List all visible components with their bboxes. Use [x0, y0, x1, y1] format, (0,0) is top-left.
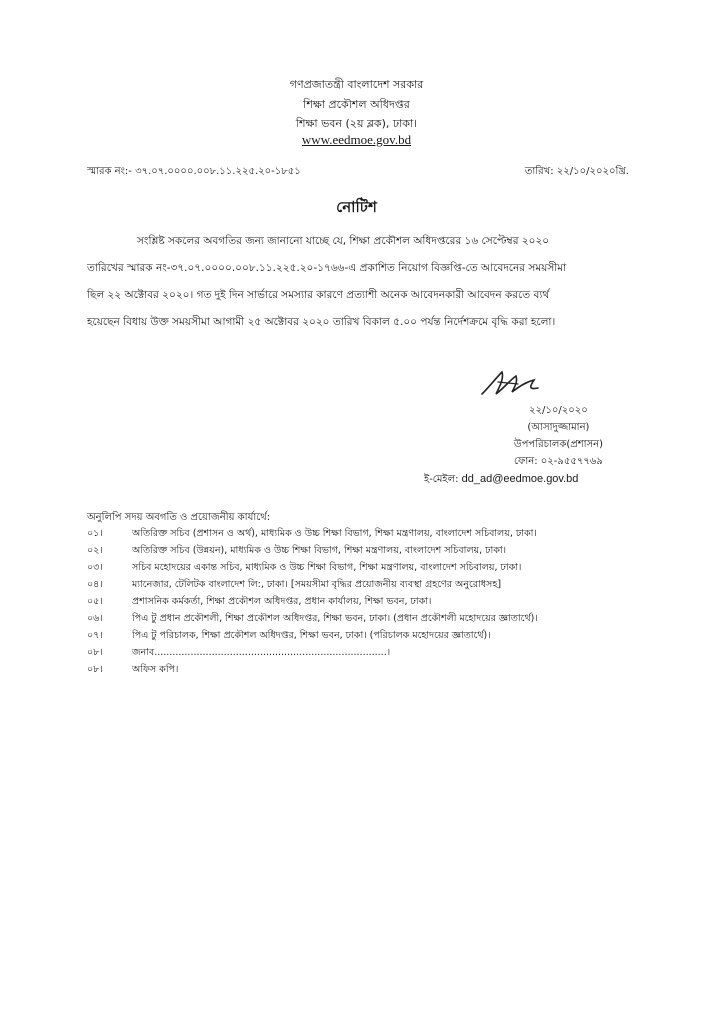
body-line: সংশ্লিষ্ট সকলের অবগতির জন্য জানানো যাচ্ছে যে, শিক্ষা প্রকৌশল অধিদপ্তরের ১৬ সেপ্টেম্বর ২০২০: [137, 235, 550, 247]
list-item-text: অতিরিক্ত সচিব (উন্নয়ন), মাধ্যমিক ও উচ্চ শিক্ষা বিভাগ, শিক্ষা মন্ত্রণালয়, বাংলাদেশ সচিবালয়, ঢাকা।: [132, 545, 507, 556]
list-item-text: অতিরিক্ত সচিব (প্রশাসন ও অর্থ), মাধ্যমিক ও উচ্চ শিক্ষা বিভাগ, শিক্ষা মন্ত্রণালয়, বাংলাদেশ সচিবালয়, ঢাকা।: [132, 528, 537, 539]
list-item-text: জনাব.............................................................................।: [132, 647, 391, 658]
list-item-number: ০৮।: [87, 664, 103, 675]
list-item-text: অফিস কপি।: [132, 664, 179, 675]
signatory-phone: ফোন: ০২-৯৫৫৭৭৬৯: [514, 456, 603, 467]
department-address: শিক্ষা ভবন (২য় ব্লক), ঢাকা।: [295, 117, 418, 130]
notice-title: নোটিশ: [336, 198, 377, 216]
signature-date: ২২/১০/২০২০: [529, 405, 588, 416]
department-name: শিক্ষা প্রকৌশল অধিদপ্তর: [303, 98, 410, 111]
memo-date: তারিখ: ২২/১০/২০২০খ্রি.: [524, 166, 629, 177]
list-item-number: ০৬।: [87, 613, 103, 624]
government-title: গণপ্রজাতন্ত্রী বাংলাদেশ সরকার: [289, 78, 424, 91]
list-item-number: ০২।: [87, 545, 103, 556]
memo-reference: স্মারক নং:- ৩৭.০৭.০০০০.০০৮.১১.২২৫.২০-১৮৫১: [87, 166, 301, 177]
signature-block: [514, 402, 603, 470]
list-item-text: প্রশাসনিক কর্মকর্তা, শিক্ষা প্রকৌশল অধিদপ্তর, প্রধান কার্যালয়, শিক্ষা ভবন, ঢাকা।: [132, 596, 432, 607]
body-line: ছিল ২২ অক্টোবর ২০২০। গত দুই দিন সার্ভারে সমস্যার কারণে প্রত্যাশী অনেক আবেদনকারী আবেদন করতে ব্যর্থ: [87, 289, 550, 301]
body-line: হয়েছেন বিধায় উক্ত সময়সীমা আগামী ২৫ অক্টোবর ২০২০ তারিখ বিকাল ৫.০০ পর্যন্ত নির্দেশক্রমে বৃদ্ধি করা হলো।: [87, 316, 556, 328]
signatory-email[interactable]: dd_ad@eedmoe.gov.bd: [461, 473, 579, 485]
website-link[interactable]: www.eedmoe.gov.bd: [301, 132, 412, 147]
list-item-text: সচিব মহোদয়ের একান্ত সচিব, মাধ্যমিক ও উচ্চ শিক্ষা বিভাগ, শিক্ষা মন্ত্রণালয়, বাংলাদেশ সচিবালয়, ঢাকা।: [132, 562, 522, 573]
list-item-number: ০৪।: [87, 579, 103, 590]
signature-scribble: [478, 364, 548, 404]
list-item-number: ০৩।: [87, 562, 103, 573]
list-item-text: ম্যানেজার, টেলিটক বাংলাদেশ লি:, ঢাকা। [সময়সীমা বৃদ্ধির প্রয়োজনীয় ব্যবস্থা গ্রহণের অনুরোধসহ]: [132, 579, 502, 590]
body-line: তারিখের স্মারক নং-৩৭.০৭.০০০০.০০৮.১১.২২৫.২০-১৭৬৬-এ প্রকাশিত নিয়োগ বিজ্ঞপ্তি-তে আবেদনের সময়সীমা: [87, 262, 567, 274]
list-item-text: পিএ টু পরিচালক, শিক্ষা প্রকৌশল অধিদপ্তর, শিক্ষা ভবন, ঢাকা। (পরিচালক মহোদয়ের জ্ঞাতার্থে)।: [132, 630, 491, 641]
copy-to-heading: অনুলিপি সদয় অবগতি ও প্রয়োজনীয় কার্যার্থে:: [87, 512, 271, 523]
list-item-number: ০৫।: [87, 596, 103, 607]
list-item-number: ০৮।: [87, 647, 103, 658]
list-item-text: পিএ টু প্রধান প্রকৌশলী, শিক্ষা প্রকৌশল অধিদপ্তর, শিক্ষা ভবন, ঢাকা। (প্রধান প্রকৌশলী মহোদয়ের জ্ঞাতার্থে)।: [132, 613, 538, 624]
signatory-designation: উপপরিচালক(প্রশাসন): [513, 439, 603, 450]
signatory-email-line: [424, 472, 578, 489]
email-label: ই-মেইল:: [424, 474, 462, 485]
list-item-number: ০১।: [87, 528, 103, 539]
list-item-number: ০৭।: [87, 630, 103, 641]
notice-body: [87, 228, 627, 336]
signatory-name: (আসাদুজ্জামান): [527, 422, 590, 433]
